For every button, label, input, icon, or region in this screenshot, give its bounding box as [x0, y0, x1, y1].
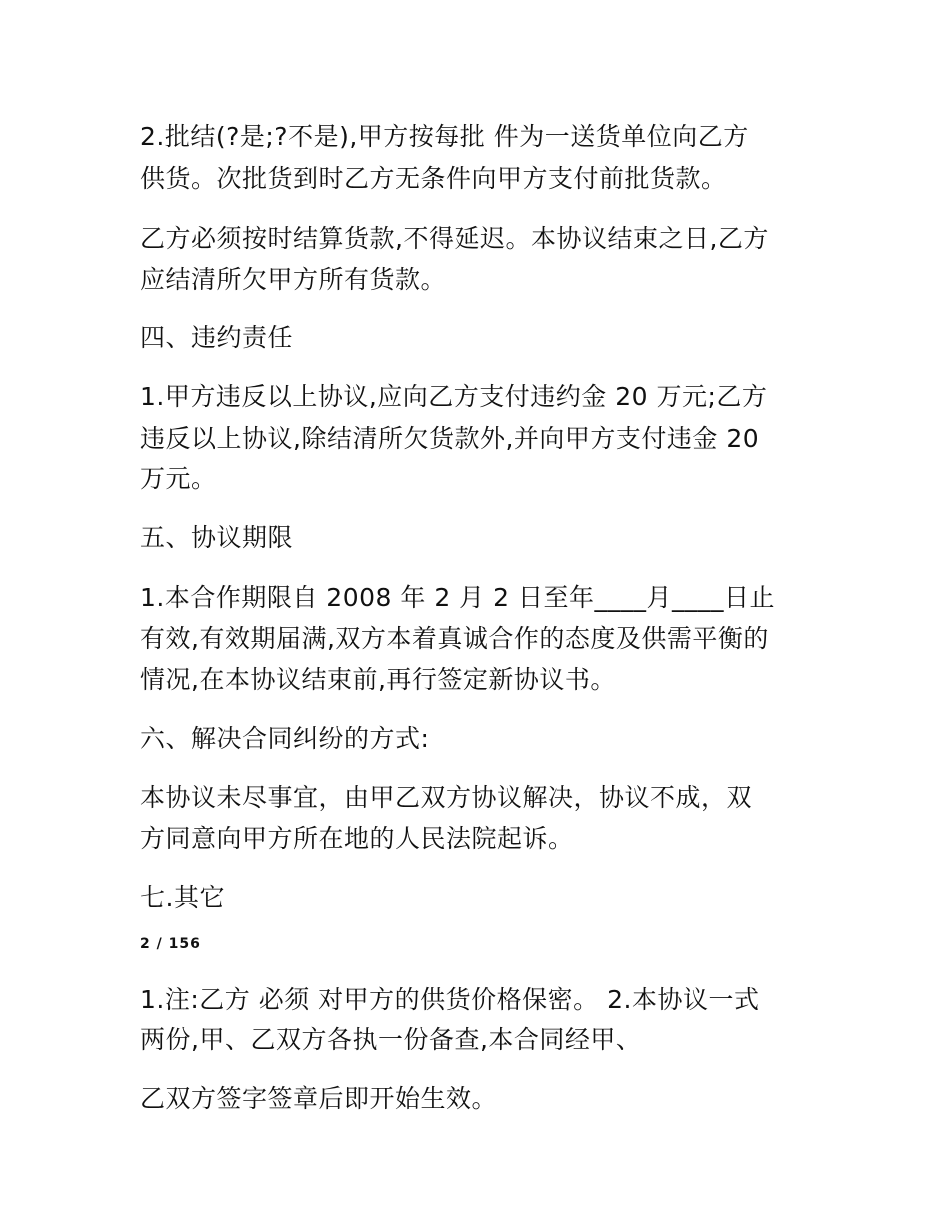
paragraph-term-line-1: 1.本合作期限自 2008 年 2 月 2 日至年____月____日止 — [140, 583, 775, 612]
paragraph-dispute-line-1: 本协议未尽事宜，由甲乙双方协议解决，协议不成，双 — [140, 783, 753, 812]
paragraph-term-line-3: 情况,在本协议结束前,再行签定新协议书。 — [140, 665, 616, 694]
paragraph-settlement-line-1: 乙方必须按时结算货款,不得延迟。本协议结束之日,乙方 — [140, 224, 769, 253]
paragraph-other-line-1: 1.注:乙方 必须 对甲方的供货价格保密。 2.本协议一式 — [140, 985, 760, 1014]
paragraph-settlement-line-2: 应结清所欠甲方所有货款。 — [140, 265, 447, 294]
paragraph-term-line-2: 有效,有效期届满,双方本着真诚合作的态度及供需平衡的 — [140, 624, 769, 653]
section-heading-term: 五、协议期限 — [140, 523, 294, 552]
section-heading-dispute: 六、解决合同纠纷的方式: — [140, 724, 430, 753]
section-heading-other: 七.其它 — [140, 883, 225, 912]
paragraph-dispute-line-2: 方同意向甲方所在地的人民法院起诉。 — [140, 824, 574, 853]
paragraph-other-line-2: 两份,甲、乙双方各执一份备查,本合同经甲、 — [140, 1025, 642, 1054]
paragraph-batch-line-1: 2.批结(?是;?不是),甲方按每批 件为一送货单位向乙方 — [140, 122, 749, 151]
paragraph-batch-line-2: 供货。次批货到时乙方无条件向甲方支付前批货款。 — [140, 164, 727, 193]
paragraph-effective: 乙双方签字签章后即开始生效。 — [140, 1084, 498, 1113]
page-number: 2 / 156 — [140, 936, 201, 952]
paragraph-liability-line-2: 违反以上协议,除结清所欠货款外,并向甲方支付违金 20 — [140, 424, 760, 453]
paragraph-liability-line-1: 1.甲方违反以上协议,应向乙方支付违约金 20 万元;乙方 — [140, 382, 768, 411]
paragraph-liability-line-3: 万元。 — [140, 464, 217, 493]
section-heading-liability: 四、违约责任 — [140, 323, 294, 352]
